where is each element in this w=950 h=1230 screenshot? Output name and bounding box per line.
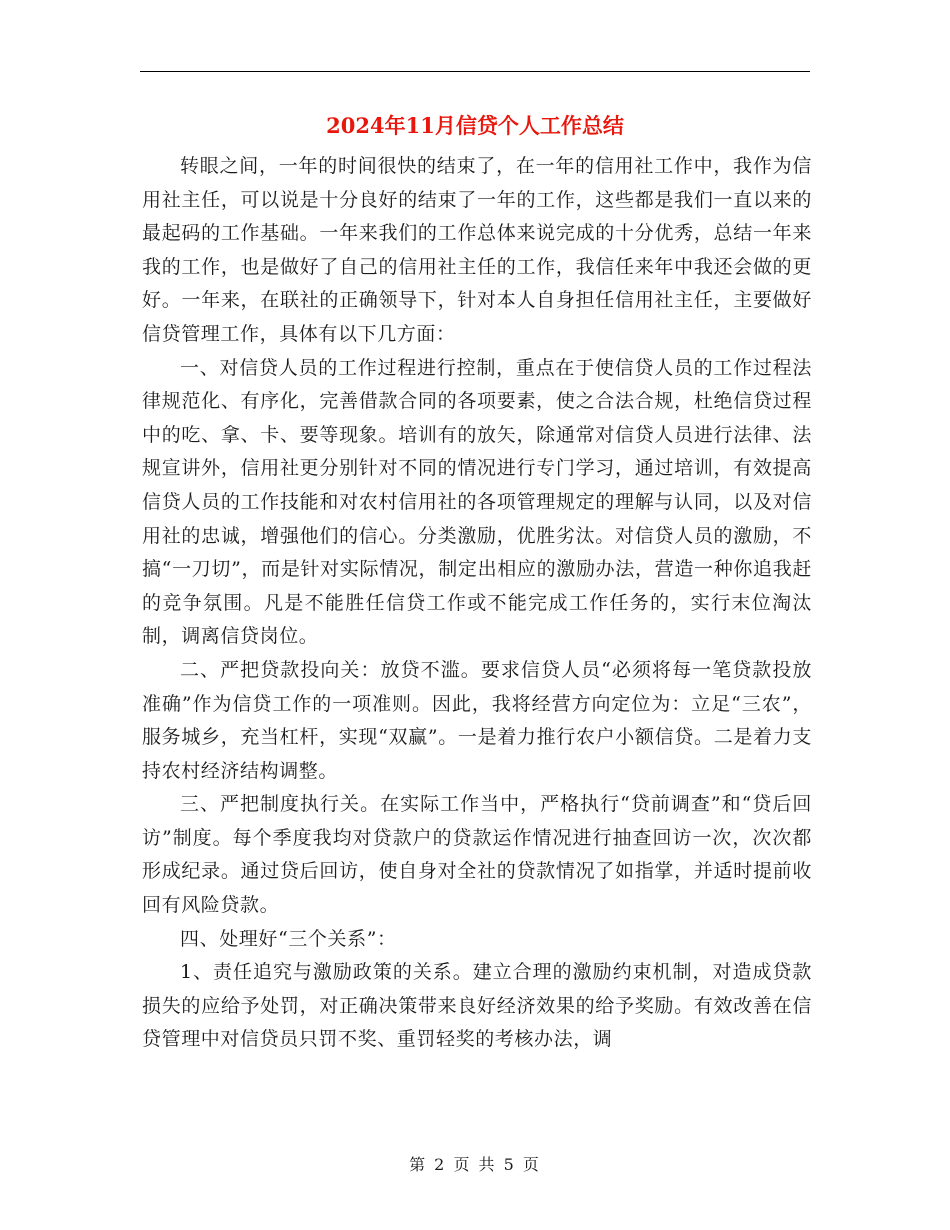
paragraph-intro: 转眼之间，一年的时间很快的结束了，在一年的信用社工作中，我作为信用社主任，可以说是十分良好的结束了一年的工作，这些都是我们一直以来的最起码的工作基础。一年来我们的工作总体来说完成的十分优秀，总结一年来我的工作，也是做好了自己的信用社主任的工作，我信任来年中我还会做的更好。一年来，在联社的正确领导下，针对本人自身担任信用社主任，主要做好信贷管理工作，具体有以下几方面： xyxy=(142,155,812,345)
document-body xyxy=(142,150,812,1057)
paragraph-section-2: 二、严把贷款投向关：放贷不滥。要求信贷人员“必须将每一笔贷款投放准确”作为信贷工作的一项准则。因此，我将经营方向定位为：立足“三农”，服务城乡，充当杠杆，实现“双赢”。一是着力推行农户小额信贷。二是着力支持农村经济结构调整。 xyxy=(142,658,812,782)
header-rule xyxy=(140,71,810,72)
paragraph-section-4-heading: 四、处理好“三个关系”： xyxy=(180,927,397,950)
paragraph-item-1: 1、责任追究与激励政策的关系。建立合理的激励约束机制，对造成贷款损失的应给予处罚，对正确决策带来良好经济效果的给予奖励。有效改善在信贷管理中对信贷员只罚不奖、重罚轻奖的考核办法，调 xyxy=(142,961,812,1051)
document-title: 2024年11月信贷个人工作总结 xyxy=(326,113,624,138)
paragraph-section-3: 三、严把制度执行关。在实际工作当中，严格执行“贷前调查”和“贷后回访”制度。每个季度我均对贷款户的贷款运作情况进行抽查回访一次，次次都形成纪录。通过贷后回访，使自身对全社的贷款情况了如指掌，并适时提前收回有风险贷款。 xyxy=(142,793,812,917)
paragraph-section-1: 一、对信贷人员的工作过程进行控制，重点在于使信贷人员的工作过程法律规范化、有序化，完善借款合同的各项要素，使之合法合规，杜绝信贷过程中的吃、拿、卡、要等现象。培训有的放矢，除通常对信贷人员进行法律、法规宣讲外，信用社更分别针对不同的情况进行专门学习，通过培训，有效提高信贷人员的工作技能和对农村信用社的各项管理规定的理解与认同，以及对信用社的忠诚，增强他们的信心。分类激励，优胜劣汰。对信贷人员的激励，不搞“一刀切”，而是针对实际情况，制定出相应的激励办法，营造一种你追我赶的竞争氛围。凡是不能胜任信贷工作或不能完成工作任务的，实行末位淘汰制，调离信贷岗位。 xyxy=(142,356,812,648)
page-number-footer: 第 2 页 共 5 页 xyxy=(409,1155,541,1174)
